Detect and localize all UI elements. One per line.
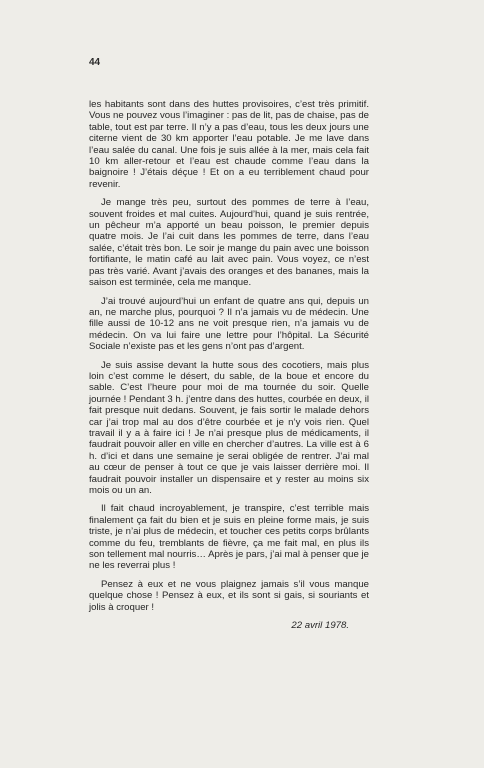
paragraph-4: Je suis assise devant la hutte sous des cocotiers, mais plus loin c’est comme le désert, du sable, de la boue et encore du sable. C’est l’heure pour moi de ma tournée du soir. Quelle journée ! Pendant 3 h. j’entre dans des huttes, courbée en deux, il fait presque nuit dedans. Souvent, je fais sortir le malade dehors car j’ai trop mal au dos d’être courbée et je n’y vois rien. Quel travail il y a à faire ici ! Je n’ai presque plus de médicaments, il faudrait pouvoir aller en ville en chercher d’autres. La ville est à 6 h. d’ici et dans une semaine je serai obligée de rentrer. J’ai mal au cœur de penser à tout ce que je vais laisser derrière moi. Il faudrait pouvoir installer un dispensaire et y rester au moins six mois ou un an. — [89, 359, 370, 496]
paragraph-3: J’ai trouvé aujourd’hui un enfant de quatre ans qui, depuis un an, ne marche plus, pourquoi ? Il n’a jamais vu de médecin. Une fille aussi de 10-12 ans ne voit presque rien, n’a jamais vu de médecin. On va lui faire une lettre pour l’hôpital. La Sécurité Sociale n’existe pas et les gens n’ont pas d’argent. — [89, 295, 369, 353]
letter-date: 22 avril 1978. — [291, 620, 349, 632]
page-number: 44 — [89, 57, 101, 68]
paragraph-6: Pensez à eux et ne vous plaignez jamais s’il vous manque quelque chose ! Pensez à eux, et ils sont si gais, si souriants et jolis à croquer ! — [89, 578, 369, 613]
body-text — [89, 99, 369, 631]
paragraph-2: Je mange très peu, surtout des pommes de terre à l’eau, souvent froides et mal cuites. Aujourd’hui, quand je suis rentrée, un pêcheur m’a apporté un beau poisson, le premier depuis quatre mois. Je l’ai cuit dans les pommes de terre, dans l’eau salée, c’était très bon. Le soir je mange du pain avec une boisson fortifiante, le matin café au lait avec pain. Vous voyez, ce n’est pas très varié. Avant j’avais des oranges et des bananes, mais la saison est terminée, cela me manque. — [89, 197, 369, 289]
paragraph-1: les habitants sont dans des huttes provisoires, c’est très primitif. Vous ne pouvez vous l’imaginer : pas de lit, pas de chaise, pas de table, tout est par terre. Il n’y a pas d’eau, tous les deux jours une citerne vient de 30 km apporter l’eau potable. Je me lave dans l’eau salée du canal. Une fois je suis allée à la mer, mais cela fait 10 km aller-retour et l’eau est chaude comme l’eau dans la baignoire ! J’étais déçue ! Et on a eu terriblement chaud pour revenir. — [89, 99, 369, 190]
paragraph-5: Il fait chaud incroyablement, je transpire, c’est terrible mais finalement ça fait du bien et je suis en pleine forme mais, je suis triste, je n’ai plus de médecin, et toucher ces petits corps brûlants comme du feu, tremblants de fièvre, ça me fait mal, en plus ils son tellement mal nourris… Après je pars, j’ai mal à penser que je ne les reverrai plus ! — [89, 503, 369, 572]
